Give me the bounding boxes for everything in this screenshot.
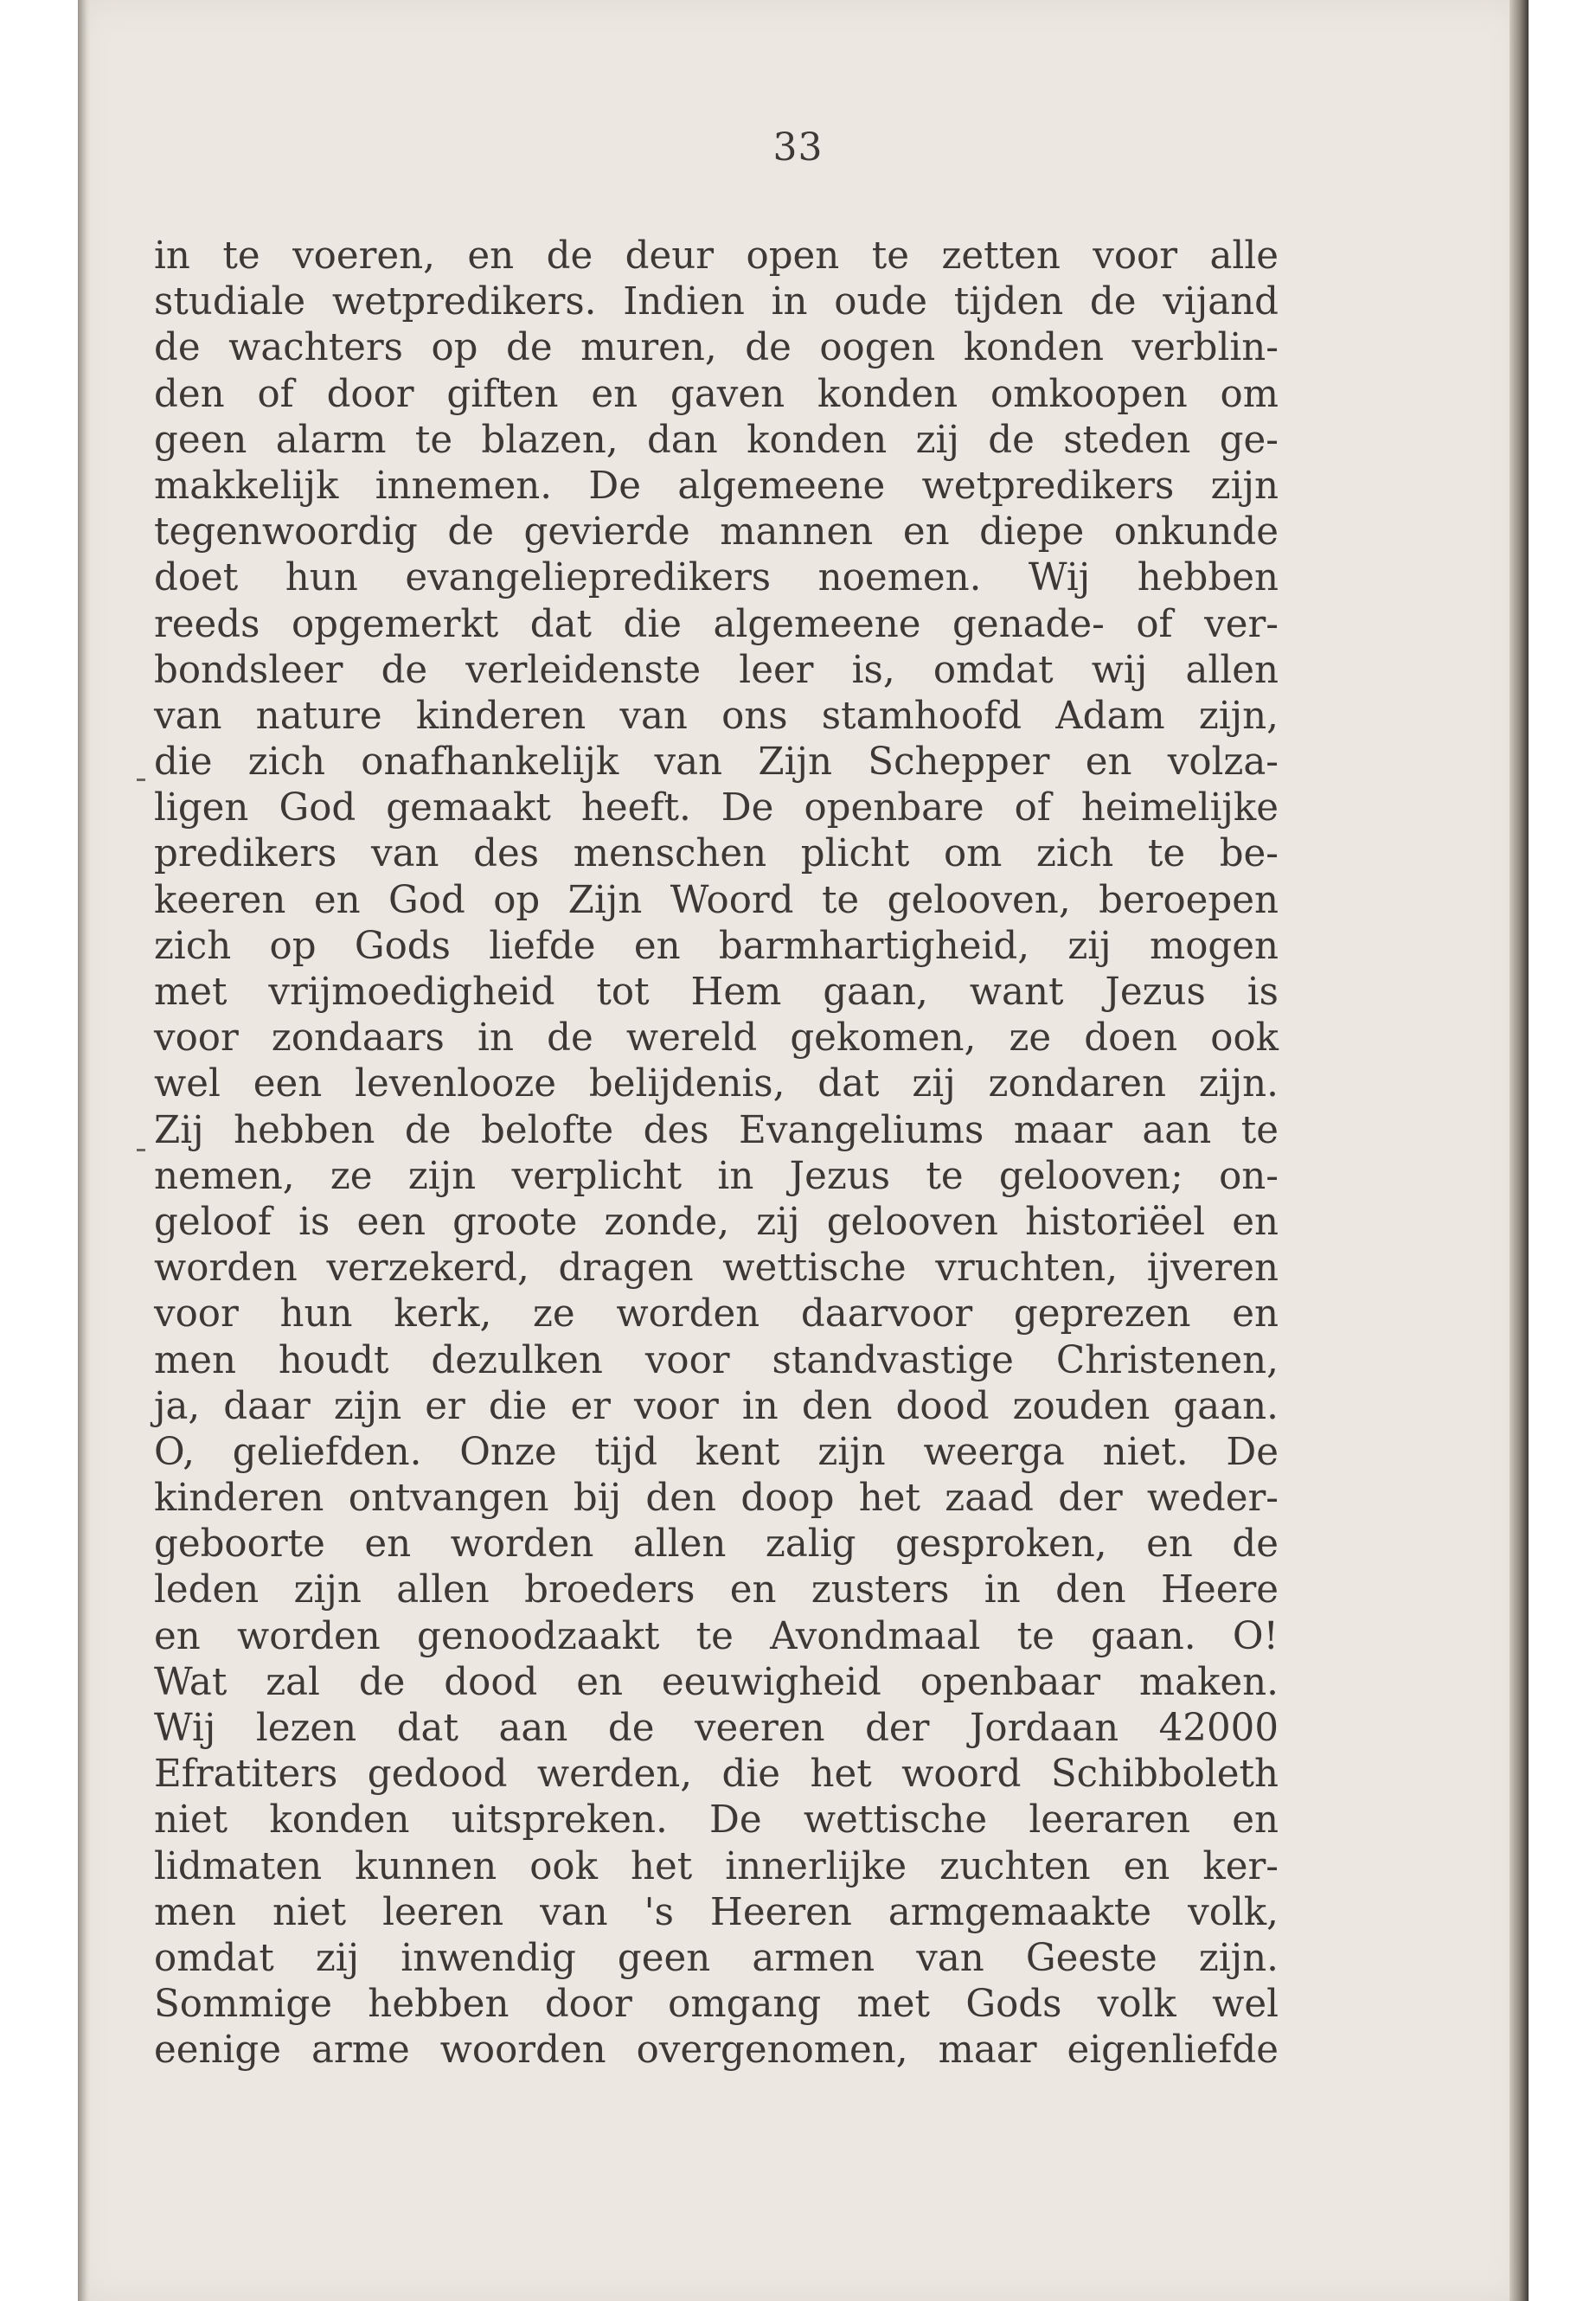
body-text xyxy=(154,234,1279,2074)
text-line: niet konden uitspreken. De wettische leeraren en xyxy=(154,1798,1279,1843)
text-line: men houdt dezulken voor standvastige Christenen, xyxy=(154,1338,1279,1382)
text-line: men niet leeren van 's Heeren armgemaakte volk, xyxy=(154,1890,1279,1934)
page-right-edge xyxy=(1509,0,1529,2301)
text-line: keeren en God op Zijn Woord te gelooven, beroepen xyxy=(154,878,1279,922)
text-line: geen alarm te blazen, dan konden zij de steden ge- xyxy=(154,418,1279,462)
text-line: met vrijmoedigheid tot Hem gaan, want Jezus is xyxy=(154,971,1279,1014)
text-line: die zich onafhankelijk van Zijn Schepper en volza- xyxy=(154,740,1279,785)
text-line: voor hun kerk, ze worden daarvoor geprezen en xyxy=(154,1292,1279,1336)
text-line: nemen, ze zijn verplicht in Jezus te gelooven; on- xyxy=(154,1154,1279,1198)
text-line: O, geliefden. Onze tijd kent zijn weerga niet. De xyxy=(154,1430,1279,1474)
text-line: Efratiters gedood werden, die het woord Schibboleth xyxy=(154,1753,1279,1797)
text-line: den of door giften en gaven konden omkoopen om xyxy=(154,372,1279,416)
text-line: reeds opgemerkt dat die algemeene genade- of ver- xyxy=(154,602,1279,646)
text-line: geboorte en worden allen zalig gesproken, en de xyxy=(154,1522,1279,1567)
text-line: Wat zal de dood en eeuwigheid openbaar maken. xyxy=(154,1660,1279,1704)
text-line: van nature kinderen van ons stamhoofd Adam zijn, xyxy=(154,694,1279,738)
text-line: eenige arme woorden overgenomen, maar eigenliefde xyxy=(154,2029,1279,2073)
text-line: leden zijn allen broeders en zusters in den Heere xyxy=(154,1568,1279,1612)
text-line: Zij hebben de belofte des Evangeliums maar aan te xyxy=(154,1108,1279,1152)
margin-mark xyxy=(137,1149,145,1151)
text-line: de wachters op de muren, de oogen konden verblin- xyxy=(154,326,1279,370)
text-line: omdat zij inwendig geen armen van Geeste zijn. xyxy=(154,1936,1279,1980)
text-line: lidmaten kunnen ook het innerlijke zuchten en ker- xyxy=(154,1844,1279,1888)
text-line: geloof is een groote zonde, zij gelooven historiëel en xyxy=(154,1200,1279,1244)
text-line: kinderen ontvangen bij den doop het zaad der weder- xyxy=(154,1477,1279,1521)
text-line: voor zondaars in de wereld gekomen, ze doen ook xyxy=(154,1016,1279,1061)
text-line: doet hun evangeliepredikers noemen. Wij hebben xyxy=(154,556,1279,600)
text-line: makkelijk innemen. De algemeene wetpredikers zijn xyxy=(154,464,1279,508)
page-gutter-shadow xyxy=(78,0,90,2301)
text-line: predikers van des menschen plicht om zich te be- xyxy=(154,832,1279,876)
page-number: 33 xyxy=(772,125,824,170)
text-line: wel een levenlooze belijdenis, dat zij zondaren zijn. xyxy=(154,1062,1279,1106)
text-line: worden verzekerd, dragen wettische vruchten, ijveren xyxy=(154,1247,1279,1291)
text-line: Wij lezen dat aan de veeren der Jordaan 42000 xyxy=(154,1707,1279,1750)
text-line: bondsleer de verleidenste leer is, omdat wij allen xyxy=(154,648,1279,692)
text-line: tegenwoordig de gevierde mannen en diepe onkunde xyxy=(154,510,1279,554)
margin-mark xyxy=(137,779,145,781)
text-line: in te voeren, en de deur open te zetten voor alle xyxy=(154,234,1279,278)
text-line: Sommige hebben door omgang met Gods volk wel xyxy=(154,1983,1279,2027)
text-line: zich op Gods liefde en barmhartigheid, zij mogen xyxy=(154,924,1279,968)
text-line: studiale wetpredikers. Indien in oude tijden de vijand xyxy=(154,280,1279,324)
text-line: ligen God gemaakt heeft. De openbare of heimelijke xyxy=(154,786,1279,830)
text-line: ja, daar zijn er die er voor in den dood zouden gaan. xyxy=(154,1384,1279,1428)
text-line: en worden genoodzaakt te Avondmaal te gaan. O! xyxy=(154,1614,1279,1658)
